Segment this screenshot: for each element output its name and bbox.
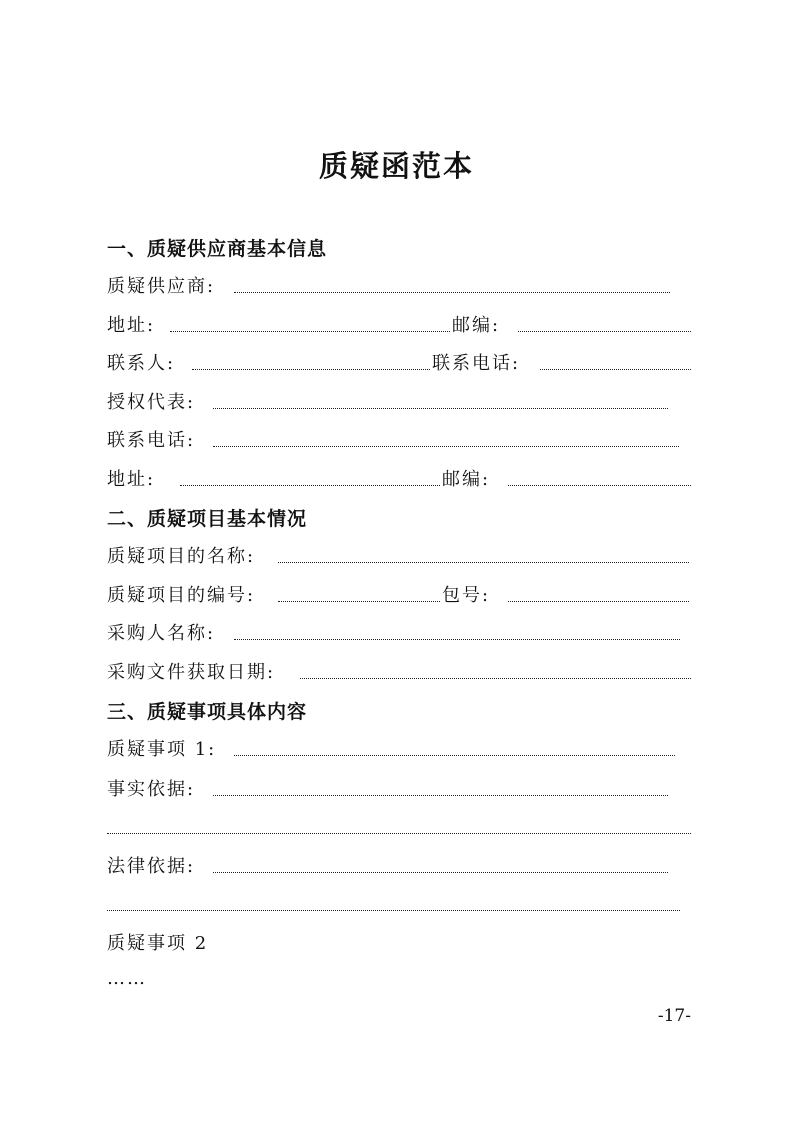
date-label: 采购文件获取日期:	[107, 662, 276, 683]
section-heading-content: 三、质疑事项具体内容	[107, 701, 308, 723]
contact-label: 联系人:	[107, 353, 176, 374]
address-fill-line[interactable]	[170, 331, 450, 332]
package-fill-line[interactable]	[508, 601, 689, 602]
date-fill-line[interactable]	[300, 678, 691, 679]
purchaser-label: 采购人名称:	[107, 623, 216, 644]
rep-postcode-label: 邮编:	[442, 469, 491, 490]
section-heading-project-info: 二、质疑项目基本情况	[107, 508, 308, 530]
fact-basis-label: 事实依据:	[107, 779, 196, 800]
rep-label: 授权代表:	[107, 392, 196, 413]
contact-fill-line[interactable]	[192, 369, 430, 370]
project-name-fill-line[interactable]	[278, 562, 689, 563]
rep-phone-label: 联系电话:	[107, 430, 196, 451]
phone-label: 联系电话:	[432, 353, 521, 374]
rep-phone-fill-line[interactable]	[213, 446, 679, 447]
ellipsis: ……	[107, 968, 147, 989]
fact-basis-fill-line[interactable]	[213, 795, 668, 796]
supplier-label: 质疑供应商:	[107, 276, 216, 297]
purchaser-fill-line[interactable]	[234, 639, 680, 640]
phone-fill-line[interactable]	[540, 369, 691, 370]
project-number-label: 质疑项目的编号:	[107, 585, 256, 606]
law-basis-fill-line-2[interactable]	[107, 910, 680, 911]
rep-fill-line[interactable]	[213, 408, 668, 409]
law-basis-label: 法律依据:	[107, 856, 196, 877]
item1-fill-line[interactable]	[234, 755, 675, 756]
address-label: 地址:	[107, 315, 156, 336]
rep-address-fill-line[interactable]	[180, 485, 440, 486]
item2-label: 质疑事项 2	[107, 933, 209, 954]
section-heading-supplier-info: 一、质疑供应商基本信息	[107, 238, 328, 260]
rep-address-label: 地址:	[107, 469, 156, 490]
law-basis-fill-line[interactable]	[213, 872, 668, 873]
postcode-fill-line[interactable]	[518, 331, 691, 332]
postcode-label: 邮编:	[452, 315, 501, 336]
page-title: 质疑函范本	[318, 149, 474, 183]
item1-label: 质疑事项 1:	[107, 739, 217, 760]
fact-basis-fill-line-2[interactable]	[107, 833, 691, 834]
page-number: -17-	[657, 1006, 691, 1026]
rep-postcode-fill-line[interactable]	[508, 485, 691, 486]
project-name-label: 质疑项目的名称:	[107, 546, 256, 567]
package-label: 包号:	[442, 585, 491, 606]
supplier-fill-line[interactable]	[234, 292, 670, 293]
project-number-fill-line[interactable]	[278, 601, 440, 602]
